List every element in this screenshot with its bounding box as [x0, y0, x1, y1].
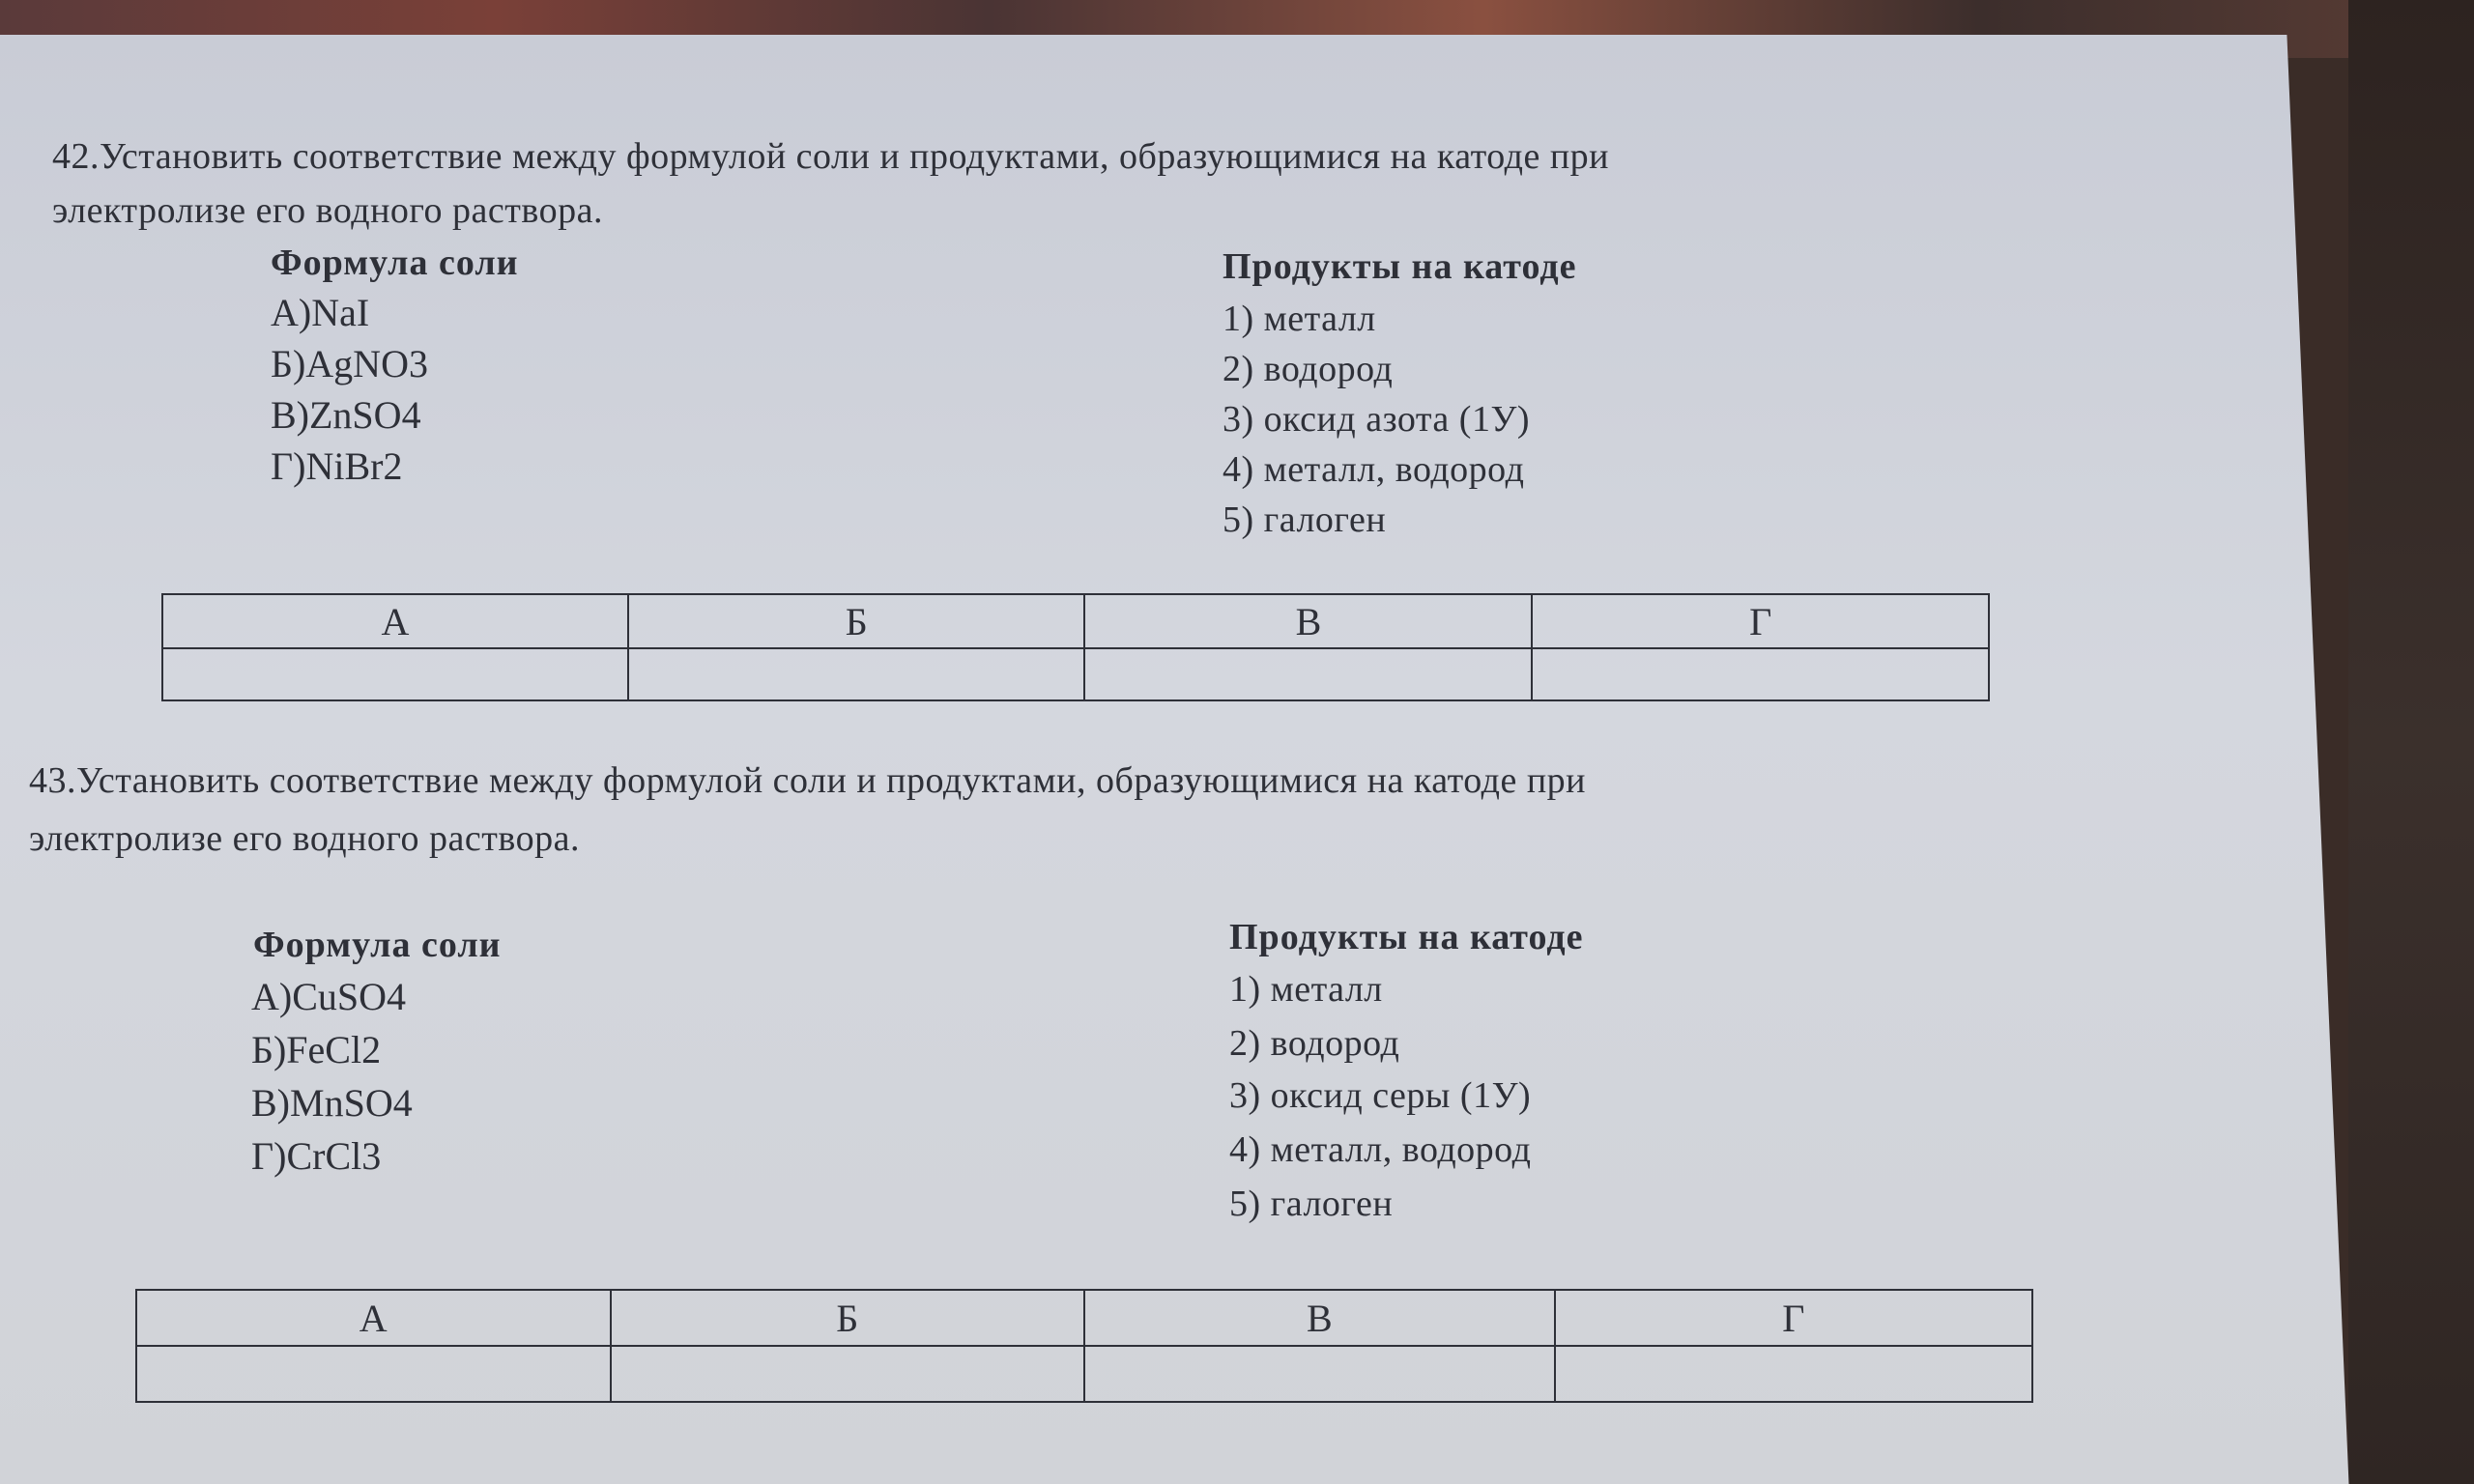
q43-answer-cell-g[interactable] — [1555, 1346, 2032, 1402]
q43-right-header: Продукты на катоде — [1229, 917, 1584, 957]
q42-left-header: Формула соли — [271, 243, 519, 283]
q42-answer-cell-a[interactable] — [162, 648, 628, 700]
q42-product-2: 2) водород — [1223, 349, 1394, 389]
q42-formula-g: Г)NiBr2 — [271, 444, 403, 488]
q42-right-header: Продукты на катоде — [1223, 246, 1577, 287]
q42-product-4: 4) металл, водород — [1223, 449, 1525, 490]
q43-title-line1: 43.Установить соответствие между формулой соли и продуктами, образующимися на катоде при — [29, 760, 1586, 801]
q43-table-header-a: А — [136, 1290, 611, 1346]
q42-title-line2: электролизе его водного раствора. — [52, 190, 603, 231]
background-table — [2348, 0, 2474, 1484]
q42-table-header-v: В — [1084, 594, 1532, 648]
q43-answer-cell-v[interactable] — [1084, 1346, 1555, 1402]
q42-answer-cell-b[interactable] — [628, 648, 1085, 700]
q43-formula-b: Б)FeCl2 — [251, 1028, 382, 1071]
q43-answer-cell-b[interactable] — [611, 1346, 1085, 1402]
q42-product-1: 1) металл — [1223, 299, 1376, 339]
q43-product-2: 2) водород — [1229, 1023, 1400, 1064]
q43-table-header-b: Б — [611, 1290, 1085, 1346]
q43-answer-cell-a[interactable] — [136, 1346, 611, 1402]
q43-title-line2: электролизе его водного раствора. — [29, 818, 580, 859]
q43-formula-a: А)CuSO4 — [251, 975, 407, 1018]
q42-title-line1: 42.Установить соответствие между формулой соли и продуктами, образующимися на катоде при — [52, 136, 1609, 177]
q43-formula-v: В)MnSO4 — [251, 1081, 413, 1125]
q42-table-header-g: Г — [1532, 594, 1989, 648]
q42-product-3: 3) оксид азота (1У) — [1223, 399, 1531, 440]
q42-formula-b: Б)AgNO3 — [271, 342, 428, 385]
q43-table-header-v: В — [1084, 1290, 1555, 1346]
q42-table-header-a: А — [162, 594, 628, 648]
q43-product-5: 5) галоген — [1229, 1184, 1394, 1224]
q42-formula-a: А)NaI — [271, 291, 370, 334]
q42-answer-cell-v[interactable] — [1084, 648, 1532, 700]
q43-product-4: 4) металл, водород — [1229, 1129, 1532, 1170]
q43-formula-g: Г)CrCl3 — [251, 1134, 382, 1178]
q42-product-5: 5) галоген — [1223, 499, 1387, 540]
q43-table-header-g: Г — [1555, 1290, 2032, 1346]
q42-answer-cell-g[interactable] — [1532, 648, 1989, 700]
q42-answer-table — [161, 593, 1990, 701]
q43-answer-table — [135, 1289, 2033, 1403]
q43-product-1: 1) металл — [1229, 969, 1383, 1010]
q42-formula-v: В)ZnSO4 — [271, 393, 421, 437]
q42-table-header-b: Б — [628, 594, 1085, 648]
q43-product-3: 3) оксид серы (1У) — [1229, 1075, 1532, 1116]
q43-left-header: Формула соли — [253, 925, 502, 965]
